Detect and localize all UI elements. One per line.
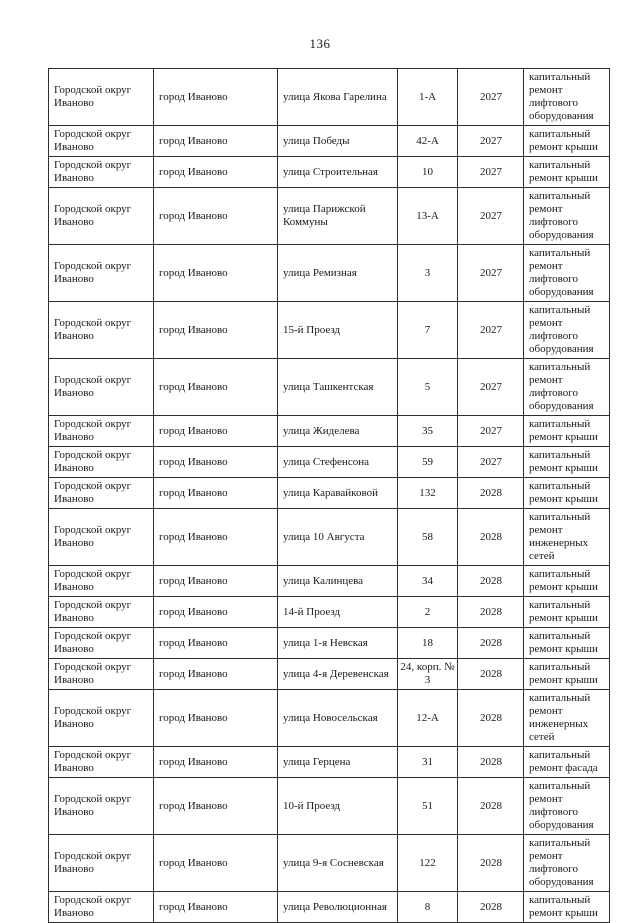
cell-city: город Иваново xyxy=(154,628,278,659)
cell-year: 2028 xyxy=(458,747,524,778)
cell-year: 2028 xyxy=(458,659,524,690)
cell-year: 2027 xyxy=(458,126,524,157)
cell-year: 2028 xyxy=(458,892,524,923)
cell-city: город Иваново xyxy=(154,188,278,245)
cell-street: улица Калинцева xyxy=(278,566,398,597)
cell-year: 2027 xyxy=(458,188,524,245)
cell-year: 2027 xyxy=(458,302,524,359)
cell-year: 2027 xyxy=(458,416,524,447)
cell-district: Городской округ Иваново xyxy=(49,69,154,126)
cell-work: капитальный ремонт крыши xyxy=(524,892,610,923)
cell-year: 2028 xyxy=(458,597,524,628)
cell-street: улица 1-я Невская xyxy=(278,628,398,659)
table-row xyxy=(49,245,610,302)
cell-district: Городской округ Иваново xyxy=(49,628,154,659)
cell-street: улица Стефенсона xyxy=(278,447,398,478)
table-row xyxy=(49,892,610,923)
cell-district: Городской округ Иваново xyxy=(49,747,154,778)
cell-street: улица Якова Гарелина xyxy=(278,69,398,126)
cell-district: Городской округ Иваново xyxy=(49,447,154,478)
cell-work: капитальный ремонт инженерных сетей xyxy=(524,690,610,747)
cell-work: капитальный ремонт фасада xyxy=(524,747,610,778)
table-row xyxy=(49,597,610,628)
cell-work: капитальный ремонт лифтового оборудования xyxy=(524,245,610,302)
cell-house: 13-А xyxy=(398,188,458,245)
table-row xyxy=(49,157,610,188)
cell-city: город Иваново xyxy=(154,690,278,747)
cell-work: капитальный ремонт лифтового оборудования xyxy=(524,302,610,359)
cell-house: 51 xyxy=(398,778,458,835)
table-row xyxy=(49,359,610,416)
cell-work: капитальный ремонт лифтового оборудования xyxy=(524,359,610,416)
cell-house: 12-А xyxy=(398,690,458,747)
cell-house: 59 xyxy=(398,447,458,478)
cell-city: город Иваново xyxy=(154,302,278,359)
cell-city: город Иваново xyxy=(154,416,278,447)
cell-work: капитальный ремонт крыши xyxy=(524,447,610,478)
table-row xyxy=(49,690,610,747)
cell-year: 2027 xyxy=(458,359,524,416)
cell-district: Городской округ Иваново xyxy=(49,597,154,628)
cell-work: капитальный ремонт крыши xyxy=(524,126,610,157)
cell-year: 2028 xyxy=(458,478,524,509)
cell-district: Городской округ Иваново xyxy=(49,892,154,923)
cell-district: Городской округ Иваново xyxy=(49,416,154,447)
table-row xyxy=(49,835,610,892)
cell-city: город Иваново xyxy=(154,892,278,923)
cell-city: город Иваново xyxy=(154,778,278,835)
cell-district: Городской округ Иваново xyxy=(49,157,154,188)
table-row xyxy=(49,447,610,478)
cell-year: 2027 xyxy=(458,245,524,302)
cell-city: город Иваново xyxy=(154,359,278,416)
table-row xyxy=(49,188,610,245)
cell-work: капитальный ремонт лифтового оборудования xyxy=(524,778,610,835)
cell-city: город Иваново xyxy=(154,447,278,478)
table-row xyxy=(49,566,610,597)
capital-repairs-table xyxy=(48,68,610,923)
cell-year: 2028 xyxy=(458,509,524,566)
cell-city: город Иваново xyxy=(154,509,278,566)
cell-house: 7 xyxy=(398,302,458,359)
cell-district: Городской округ Иваново xyxy=(49,659,154,690)
cell-year: 2028 xyxy=(458,835,524,892)
cell-city: город Иваново xyxy=(154,835,278,892)
cell-street: 14-й Проезд xyxy=(278,597,398,628)
cell-street: улица Строительная xyxy=(278,157,398,188)
cell-house: 42-А xyxy=(398,126,458,157)
table-row xyxy=(49,478,610,509)
cell-house: 31 xyxy=(398,747,458,778)
cell-year: 2027 xyxy=(458,157,524,188)
cell-work: капитальный ремонт инженерных сетей xyxy=(524,509,610,566)
table-row xyxy=(49,69,610,126)
cell-city: город Иваново xyxy=(154,478,278,509)
cell-district: Городской округ Иваново xyxy=(49,245,154,302)
cell-city: город Иваново xyxy=(154,747,278,778)
cell-street: улица Парижской Коммуны xyxy=(278,188,398,245)
cell-street: улица Ташкентская xyxy=(278,359,398,416)
cell-city: город Иваново xyxy=(154,69,278,126)
cell-house: 2 xyxy=(398,597,458,628)
cell-street: улица Герцена xyxy=(278,747,398,778)
cell-house: 35 xyxy=(398,416,458,447)
cell-district: Городской округ Иваново xyxy=(49,359,154,416)
repairs-table-body xyxy=(49,69,610,923)
table-row xyxy=(49,302,610,359)
cell-work: капитальный ремонт крыши xyxy=(524,416,610,447)
cell-house: 34 xyxy=(398,566,458,597)
cell-city: город Иваново xyxy=(154,597,278,628)
page-number: 136 xyxy=(309,36,331,51)
cell-district: Городской округ Иваново xyxy=(49,566,154,597)
cell-district: Городской округ Иваново xyxy=(49,188,154,245)
cell-year: 2027 xyxy=(458,447,524,478)
cell-year: 2028 xyxy=(458,566,524,597)
cell-house: 5 xyxy=(398,359,458,416)
cell-work: капитальный ремонт лифтового оборудования xyxy=(524,69,610,126)
cell-street: 15-й Проезд xyxy=(278,302,398,359)
cell-house: 24, корп. № 3 xyxy=(398,659,458,690)
cell-house: 58 xyxy=(398,509,458,566)
cell-year: 2028 xyxy=(458,778,524,835)
cell-city: город Иваново xyxy=(154,659,278,690)
cell-district: Городской округ Иваново xyxy=(49,690,154,747)
cell-district: Городской округ Иваново xyxy=(49,509,154,566)
cell-work: капитальный ремонт крыши xyxy=(524,628,610,659)
table-row xyxy=(49,659,610,690)
cell-house: 10 xyxy=(398,157,458,188)
table-row xyxy=(49,747,610,778)
cell-house: 122 xyxy=(398,835,458,892)
cell-year: 2027 xyxy=(458,69,524,126)
cell-house: 8 xyxy=(398,892,458,923)
cell-year: 2028 xyxy=(458,628,524,659)
cell-city: город Иваново xyxy=(154,157,278,188)
cell-work: капитальный ремонт лифтового оборудования xyxy=(524,188,610,245)
table-row xyxy=(49,628,610,659)
cell-city: город Иваново xyxy=(154,245,278,302)
cell-street: улица Жиделева xyxy=(278,416,398,447)
cell-district: Городской округ Иваново xyxy=(49,478,154,509)
cell-city: город Иваново xyxy=(154,126,278,157)
cell-house: 132 xyxy=(398,478,458,509)
cell-street: улица Новосельская xyxy=(278,690,398,747)
cell-house: 1-А xyxy=(398,69,458,126)
cell-work: капитальный ремонт крыши xyxy=(524,659,610,690)
table-row xyxy=(49,509,610,566)
cell-work: капитальный ремонт крыши xyxy=(524,157,610,188)
table-row xyxy=(49,126,610,157)
table-row xyxy=(49,416,610,447)
cell-street: улица Каравайковой xyxy=(278,478,398,509)
cell-house: 18 xyxy=(398,628,458,659)
cell-street: улица Победы xyxy=(278,126,398,157)
cell-work: капитальный ремонт крыши xyxy=(524,478,610,509)
cell-street: улица 4-я Деревенская xyxy=(278,659,398,690)
cell-city: город Иваново xyxy=(154,566,278,597)
cell-street: улица 10 Августа xyxy=(278,509,398,566)
cell-district: Городской округ Иваново xyxy=(49,126,154,157)
cell-street: улица Революционная xyxy=(278,892,398,923)
cell-year: 2028 xyxy=(458,690,524,747)
table-row xyxy=(49,778,610,835)
cell-street: улица 9-я Сосневская xyxy=(278,835,398,892)
cell-street: 10-й Проезд xyxy=(278,778,398,835)
cell-work: капитальный ремонт лифтового оборудования xyxy=(524,835,610,892)
cell-work: капитальный ремонт крыши xyxy=(524,566,610,597)
cell-district: Городской округ Иваново xyxy=(49,778,154,835)
cell-district: Городской округ Иваново xyxy=(49,302,154,359)
cell-street: улица Ремизная xyxy=(278,245,398,302)
cell-work: капитальный ремонт крыши xyxy=(524,597,610,628)
cell-district: Городской округ Иваново xyxy=(49,835,154,892)
cell-house: 3 xyxy=(398,245,458,302)
